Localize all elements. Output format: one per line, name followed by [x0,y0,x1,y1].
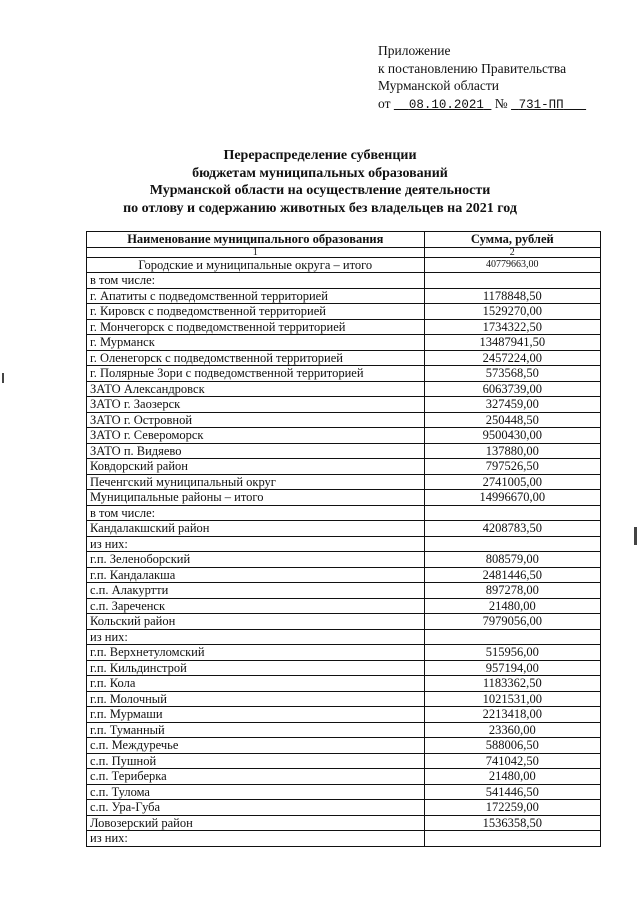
header-sum: Сумма, рублей [424,232,600,248]
title-line-3: Мурманской области на осуществление деятельности [149,183,491,198]
annex-date-line [378,95,586,115]
row-sum [424,629,600,645]
row-sum: 327459,00 [424,397,600,413]
row-name: Ловозерский район [87,815,425,831]
annex-block [378,42,586,114]
row-sum: 1536358,50 [424,815,600,831]
row-name: Муниципальные районы – итого [87,490,425,506]
row-sum: 1183362,50 [424,676,600,692]
title-line-4: по отлову и содержанию животных без владельцев на 2021 год [123,200,517,216]
table-row [87,350,601,366]
row-name: г.п. Кола [87,676,425,692]
table-row [87,722,601,738]
row-name: из них: [87,831,425,847]
row-name: г. Оленегорск с подведомственной территорией [87,350,425,366]
table-row [87,707,601,723]
table-row [87,490,601,506]
row-name: с.п. Зареченск [87,598,425,614]
row-name: г. Кировск с подведомственной территорией [87,304,425,320]
row-sum: 21480,00 [424,598,600,614]
table-row [87,428,601,444]
row-sum: 23360,00 [424,722,600,738]
table-row [87,552,601,568]
table-row [87,304,601,320]
row-name: г.п. Туманный [87,722,425,738]
table-row [87,536,601,552]
annex-date-prefix: от [378,95,391,111]
row-sum: 2213418,00 [424,707,600,723]
row-sum: 957194,00 [424,660,600,676]
table-row [87,412,601,428]
table-row [87,629,601,645]
title-line-2: бюджетам муниципальных образований [192,165,448,181]
row-sum: 6063739,00 [424,381,600,397]
table-row [87,800,601,816]
row-sum: 4208783,50 [424,521,600,537]
row-sum: 1178848,50 [424,288,600,304]
row-name: г. Мурманск [87,335,425,351]
annex-date: 08.10.2021 [408,97,484,112]
row-sum: 250448,50 [424,412,600,428]
row-name: г.п. Верхнетуломский [87,645,425,661]
title-line-1: Перераспределение субвенции [223,148,417,163]
table-row [87,598,601,614]
table-row [87,257,601,273]
row-name: из них: [87,536,425,552]
row-name: г.п. Мурмаши [87,707,425,723]
annex-number-sign: № [494,95,508,111]
row-name: с.п. Тулома [87,784,425,800]
row-sum: 21480,00 [424,769,600,785]
row-name: г. Мончегорск с подведомственной территорией [87,319,425,335]
table-row [87,815,601,831]
row-name: с.п. Ура-Губа [87,800,425,816]
table-row [87,474,601,490]
row-sum: 515956,00 [424,645,600,661]
subsidy-table [86,231,601,847]
row-sum [424,273,600,289]
annex-line-2: к постановлению Правительства [378,60,567,76]
row-sum: 797526,50 [424,459,600,475]
table-row [87,443,601,459]
row-name: ЗАТО г. Островной [87,412,425,428]
row-name: ЗАТО г. Североморск [87,428,425,444]
table-row [87,521,601,537]
table-row [87,335,601,351]
row-name: г.п. Кандалакша [87,567,425,583]
row-sum: 741042,50 [424,753,600,769]
table-row [87,614,601,630]
row-name: Городские и муниципальные округа – итого [87,257,425,273]
row-sum: 573568,50 [424,366,600,382]
row-name: ЗАТО Александровск [87,381,425,397]
header-name: Наименование муниципального образования [87,232,425,248]
row-name: г.п. Зеленоборский [87,552,425,568]
row-name: с.п. Алакуртти [87,583,425,599]
row-sum: 541446,50 [424,784,600,800]
column-number-1: 1 [87,247,425,257]
row-sum: 14996670,00 [424,490,600,506]
table-row [87,459,601,475]
row-name: г. Полярные Зори с подведомственной территорией [87,366,425,382]
row-sum: 2741005,00 [424,474,600,490]
row-name: с.п. Междуречье [87,738,425,754]
table-row [87,583,601,599]
row-name: Кандалакшский район [87,521,425,537]
table-row [87,366,601,382]
table-row [87,381,601,397]
table-row [87,397,601,413]
row-sum: 7979056,00 [424,614,600,630]
row-name: ЗАТО г. Заозерск [87,397,425,413]
document-title [0,147,640,217]
row-name: Кольский район [87,614,425,630]
table-row [87,319,601,335]
row-sum: 137880,00 [424,443,600,459]
table-row [87,831,601,847]
table-row [87,567,601,583]
row-sum [424,536,600,552]
row-name: Ковдорский район [87,459,425,475]
table-row [87,691,601,707]
row-sum: 2481446,50 [424,567,600,583]
row-sum: 588006,50 [424,738,600,754]
margin-mark-right [634,527,637,545]
row-sum [424,505,600,521]
row-sum: 1021531,00 [424,691,600,707]
row-name: с.п. Пушной [87,753,425,769]
row-sum: 897278,00 [424,583,600,599]
row-name: в том числе: [87,273,425,289]
annex-line-3: Мурманской области [378,78,499,93]
row-name: из них: [87,629,425,645]
table-row [87,676,601,692]
table-row [87,660,601,676]
row-name: в том числе: [87,505,425,521]
table-row [87,505,601,521]
row-sum: 1734322,50 [424,319,600,335]
row-name: г. Апатиты с подведомственной территорией [87,288,425,304]
table-row [87,273,601,289]
table-row [87,784,601,800]
table-row [87,769,601,785]
row-sum: 2457224,00 [424,350,600,366]
row-sum: 13487941,50 [424,335,600,351]
table-header-row [87,232,601,248]
margin-mark-left [2,373,4,383]
column-number-row [87,247,601,257]
row-sum: 808579,00 [424,552,600,568]
row-name: с.п. Териберка [87,769,425,785]
row-sum [424,831,600,847]
table-row [87,738,601,754]
row-sum: 1529270,00 [424,304,600,320]
row-sum: 9500430,00 [424,428,600,444]
annex-line-1: Приложение [378,43,451,58]
row-name: г.п. Молочный [87,691,425,707]
row-name: ЗАТО п. Видяево [87,443,425,459]
row-sum: 172259,00 [424,800,600,816]
table-row [87,753,601,769]
row-sum: 40779663,00 [424,257,600,273]
column-number-2: 2 [424,247,600,257]
row-name: г.п. Кильдинстрой [87,660,425,676]
annex-number: 731-ПП [518,97,564,112]
table-row [87,645,601,661]
row-name: Печенгский муниципальный округ [87,474,425,490]
table-row [87,288,601,304]
